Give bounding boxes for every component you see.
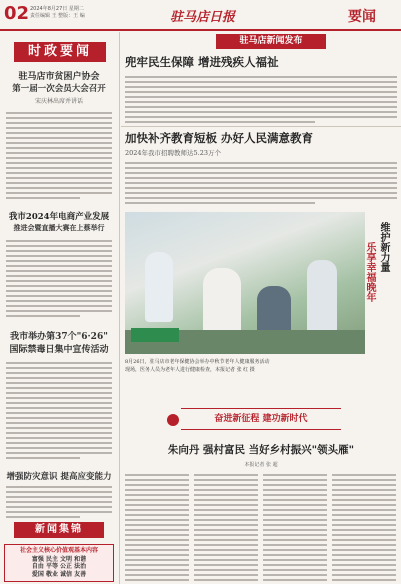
feature-banner-text: 奋进新征程 建功新时代	[214, 414, 308, 424]
photo-figure-left	[145, 252, 173, 322]
feature-byline: 本报记者 张 超	[244, 462, 278, 468]
feature-body-col-2	[194, 474, 258, 584]
header-rule	[0, 29, 401, 31]
story3-title-1: 我市举办第37个"6·26"	[10, 332, 108, 342]
photo-caption-2: 现场，医务人员为老年人进行健康检查，本报记者 张 红 摄	[125, 367, 255, 373]
story1-subtitle: 宋庆林出席并讲话	[34, 98, 83, 105]
party-emblem-icon	[167, 414, 179, 426]
feature-body-col-1	[125, 474, 189, 584]
values-title: 社会主义核心价值观基本内容	[19, 547, 98, 554]
values-row-1: 富强 民主 文明 和谐	[31, 556, 87, 564]
story3-body	[6, 362, 112, 462]
section-title: 要闻	[348, 9, 376, 25]
feature-body-col-4	[332, 474, 396, 584]
news-photo	[125, 212, 365, 354]
story3-title-2: 国际禁毒日集中宣传活动	[9, 345, 109, 355]
right-story2-body	[125, 162, 397, 207]
story2-title-1: 我市2024年电商产业发展	[8, 212, 110, 222]
left-column	[0, 32, 118, 584]
story4-body	[6, 486, 112, 521]
story1-body	[6, 112, 112, 202]
feature-title: 朱向丹 强村富民 当好乡村振兴"领头雁"	[167, 444, 355, 456]
press-release-banner: 驻马店新闻发布	[216, 34, 326, 49]
right-divider-1	[121, 126, 401, 127]
vertical-slogan-1: 维护新力量	[378, 222, 389, 272]
feature-banner	[181, 408, 341, 430]
right-area	[121, 32, 401, 584]
page-number: 02	[4, 3, 30, 24]
date-line: 2024年8月27日 星期二	[30, 6, 84, 12]
story4-title: 增强防灾意识 提高应变能力	[6, 472, 112, 482]
story2-title-2: 推进会暨直播大赛在上蔡举行	[13, 223, 105, 232]
briefs-banner: 新闻集锦	[14, 522, 104, 538]
masthead: 驻马店日报	[170, 10, 236, 25]
right-story1-title: 兜牢民生保障 增进残疾人福祉	[125, 55, 279, 69]
feature-body-col-3	[263, 474, 327, 584]
politics-banner: 时政要闻	[14, 42, 106, 62]
column-divider	[119, 32, 120, 584]
story1-title-2: 第一届一次会员大会召开	[12, 84, 106, 94]
story2-body	[6, 240, 112, 320]
photo-caption-1: 8月26日，驻马店市老年保健协会举办中秋节老年人健康服务活动	[125, 359, 270, 365]
values-box	[4, 544, 114, 582]
values-row-2: 自由 平等 公正 法治	[31, 563, 87, 571]
photo-figure-center	[203, 268, 241, 338]
photo-figure-right	[307, 260, 337, 336]
editor-line: 责任编辑 王 整版：王 编	[30, 13, 85, 19]
right-story1-body	[125, 76, 397, 126]
vertical-slogan-2: 乐享幸福晚年	[364, 242, 375, 302]
page-header	[0, 0, 401, 32]
right-story2-title: 加快补齐教育短板 办好人民满意教育	[125, 131, 314, 145]
photo-sign	[131, 328, 179, 342]
story1-title-1: 驻马店市贫困户协会	[18, 72, 100, 82]
right-story2-subtitle: 2024年我市招聘教师达5.23万个	[125, 149, 222, 157]
values-row-3: 爱国 敬业 诚信 友善	[31, 570, 87, 578]
